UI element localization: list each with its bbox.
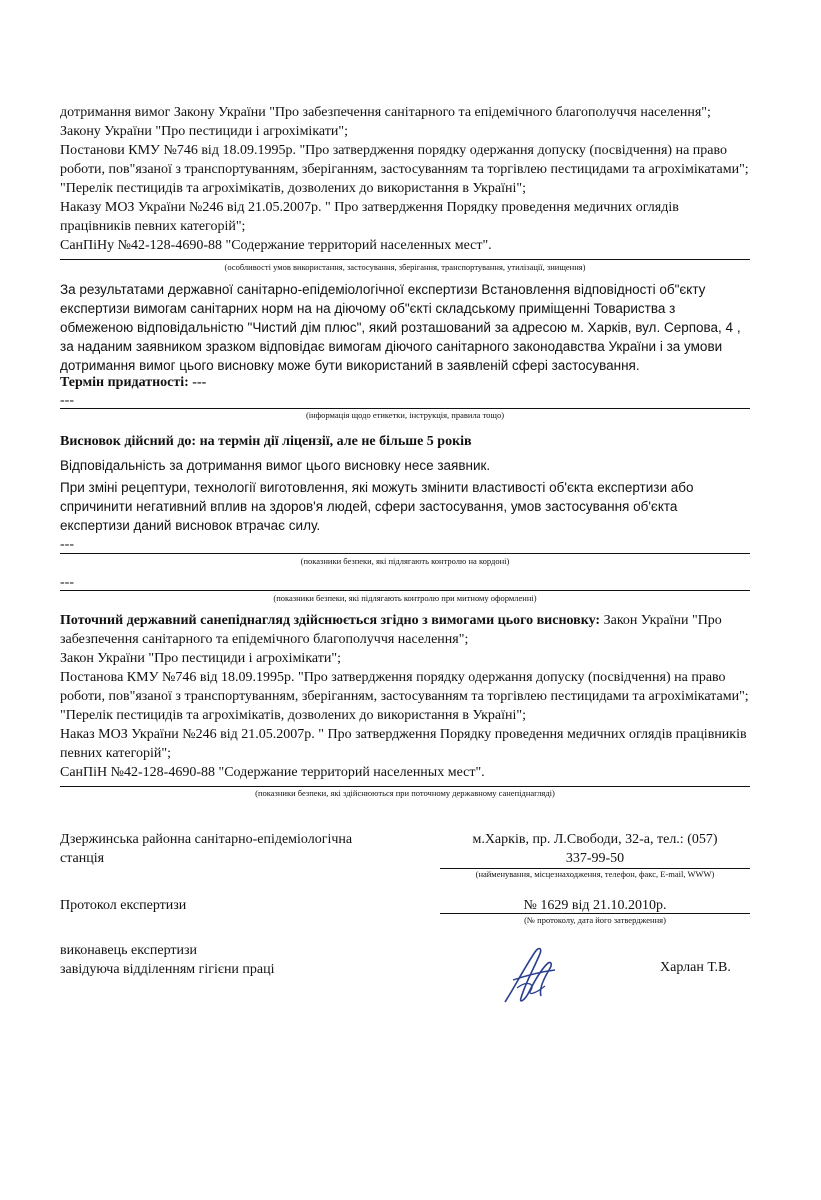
regulation-line: Наказу МОЗ України №246 від 21.05.2007р. " Про затвердження Порядку проведення медичних оглядів працівників певних категорій"; — [60, 200, 679, 234]
supervision-lead-rest: Закон України "Про забезпечення санітарного та епідемічного благополуччя населення"; — [60, 613, 722, 647]
regulations-list — [60, 103, 750, 255]
border-control-caption: (показники безпеки, які підлягають контролю на кордоні) — [300, 556, 510, 566]
divider — [60, 259, 750, 260]
regulation-line: "Перелік пестицидів та агрохімікатів, дозволених до використання в Україні"; — [60, 181, 527, 196]
responsibility-statement: Відповідальність за дотримання вимог цього висновку несе заявник. — [60, 458, 491, 473]
validity-statement: Висновок дійсний до: на термін дії ліцензії, але не більше 5 років — [60, 434, 472, 449]
institution-address: м.Харків, пр. Л.Свободи, 32-а, тел.: (057) 337-99-50 — [472, 832, 718, 866]
shelf-life-caption: (інформація щодо етикетки, інструкція, правила тощо) — [305, 410, 505, 420]
supervision-line: "Перелік пестицидів та агрохімікатів, дозволених до використання в Україні"; — [60, 708, 527, 723]
shelf-life-value: --- — [60, 393, 74, 408]
protocol-value: № 1629 від 21.10.2010р. — [523, 898, 667, 913]
executor-position: завідуюча відділенням гігієни праці — [60, 962, 275, 977]
divider — [60, 590, 750, 591]
shelf-life-label: Термін придатності: --- — [60, 375, 207, 390]
divider — [440, 913, 750, 914]
protocol-label: Протокол експертизи — [60, 898, 187, 913]
supervision-line: Закон України "Про пестициди і агрохімікати"; — [60, 651, 341, 666]
supervision-block — [60, 611, 750, 782]
conclusion-paragraph: За результатами державної санітарно-епідеміологічної експертизи Встановлення відповідності об"єкту експертизи вимогам санітарних норм на на діючому об"єкті складському приміщенні Товариства з обмеженою відповідальністю "Чистий дім плюс", який розташований за адресою м. Харків, вул. Серпова, 4 , за наданим заявником зразком відповідає вимогам діючого санітарного законодавства України і за умови дотримання вимог цього висновку може бути використаний в заявленій сфері застосування. — [60, 282, 741, 373]
regulation-line: Закону України "Про пестициди і агрохімікати"; — [60, 124, 348, 139]
supervision-caption: (показники безпеки, які здійснюються при поточному державному санепіднагляді) — [255, 788, 555, 798]
divider — [60, 408, 750, 409]
border-control-value: --- — [60, 537, 74, 552]
supervision-line: Постанова КМУ №746 від 18.09.1995р. "Про затвердження порядку одержання допуску (посвідчення) на право роботи, пов"язаної з транспортуванням, зберіганням, застосуванням та торгівлею пестицидами та агрохімікатами"; — [60, 670, 749, 704]
supervision-line: СанПіН №42-128-4690-88 "Содержание территорий населенных мест". — [60, 765, 485, 780]
supervision-line: Наказ МОЗ України №246 від 21.05.2007р. " Про затвердження Порядку проведення медичних оглядів працівників певних категорій"; — [60, 727, 747, 761]
regulation-line: Постанови КМУ №746 від 18.09.1995р. "Про затвердження порядку одержання допуску (посвідчення) на право роботи, пов"язаної з транспортуванням, зберіганням, застосуванням та торгівлею пестицидами та агрохімікатами"; — [60, 143, 749, 177]
divider — [60, 553, 750, 554]
divider — [60, 786, 750, 787]
customs-control-value: --- — [60, 575, 74, 590]
institution-name: Дзержинська районна санітарно-епідеміологічна станція — [60, 832, 353, 866]
executor-block — [60, 941, 390, 979]
handwritten-signature — [495, 940, 565, 1010]
supervision-lead: Поточний державний санепіднагляд здійснюється згідно з вимогами цього висновку: — [60, 613, 601, 628]
invalidation-statement: При зміні рецептури, технології виготовлення, які можуть змінити властивості об'єкта експертизи або спричинити негативний вплив на здоров'я людей, сфери застосування, умов застосування об'єкта експертизи даний висновок втрачає силу. — [60, 480, 694, 533]
regulation-line: дотримання вимог Закону України "Про забезпечення санітарного та епідемічного благополуччя населення"; — [60, 105, 711, 120]
institution-caption: (найменування, місцезнаходження, телефон, факс, E-mail, WWW) — [475, 869, 715, 879]
protocol-caption: (№ протоколу, дата його затвердження) — [524, 915, 666, 925]
regulation-line: СанПіНу №42-128-4690-88 "Содержание территорий населенных мест". — [60, 238, 492, 253]
customs-control-caption: (показники безпеки, які підлягають контролю при митному оформленні) — [273, 593, 537, 603]
executor-role: виконавець експертизи — [60, 943, 198, 958]
usage-conditions-caption: (особливості умов використання, застосування, зберігання, транспортування, утилізації, знищення) — [224, 262, 586, 272]
signer-name: Харлан Т.В. — [660, 960, 731, 975]
